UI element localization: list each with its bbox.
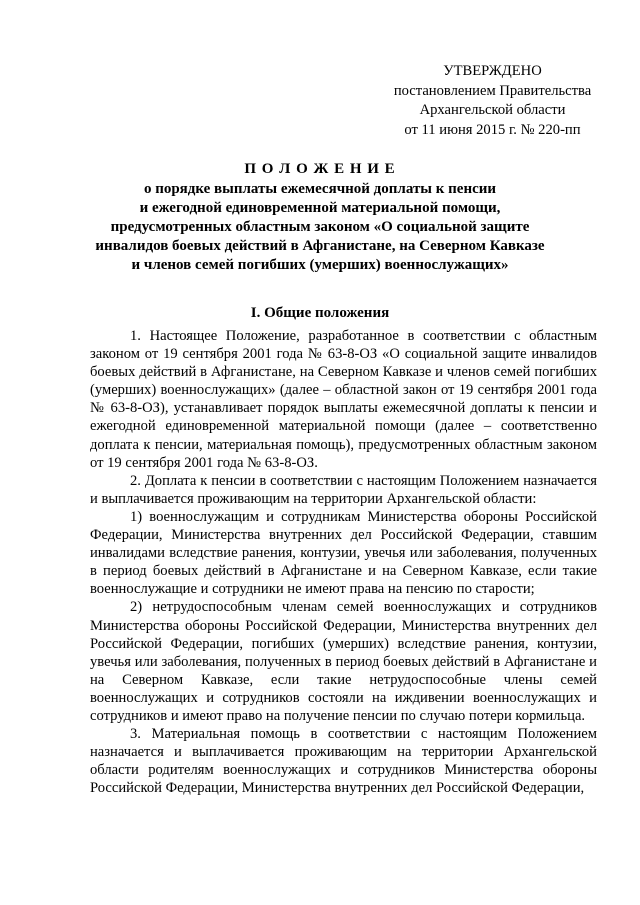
title-subtitle-line: о порядке выплаты ежемесячной доплаты к пенсии <box>143 181 497 197</box>
approval-heading: УТВЕРЖДЕНО <box>443 63 542 79</box>
title-subtitle-line: и членов семей погибших (умерших) военнослужащих» <box>131 257 509 273</box>
title-subtitle-line: и ежегодной единовременной материальной помощи, <box>139 200 501 216</box>
approval-line: Архангельской области <box>419 102 566 118</box>
approval-date: от 11 июня 2015 г. № 220-пп <box>404 121 581 138</box>
paragraph: 3. Материальная помощь в соответствии с настоящим Положением назначается и выплачивается проживающим на территории Архангельской области родителям военнослужащих и сотрудников Министерства обороны Российской Федерации, Министерства внутренних дел Российской Федерации, <box>90 726 597 797</box>
body-text <box>90 327 597 797</box>
title-subtitle-line: инвалидов боевых действий в Афганистане, на Северном Кавказе <box>95 238 545 254</box>
title-main: П О Л О Ж Е Н И Е <box>244 161 396 177</box>
paragraph: 1. Настоящее Положение, разработанное в соответствии с областным законом от 19 сентября 2001 года № 63-8-ОЗ «О социальной защите инвалидов боевых действий в Афганистане, на Северном Кавказе и членов семей погибших (умерших) военнослужащих» (далее – областной закон от 19 сентября 2001 года № 63-8-ОЗ), устанавливает порядок выплаты ежемесячной доплаты к пенсии и ежегодной единовременной материальной помощи (далее – соответственно доплата к пенсии, материальная помощь), предусмотренных областным законом от 19 сентября 2001 года № 63-8-ОЗ. <box>90 328 597 471</box>
approval-line: постановлением Правительства <box>393 82 592 99</box>
document-title <box>0 160 640 275</box>
approval-stamp <box>380 62 605 140</box>
paragraph: 2. Доплата к пенсии в соответствии с настоящим Положением назначается и выплачивается проживающим на территории Архангельской области: <box>90 472 597 507</box>
paragraph: 1) военнослужащим и сотрудникам Министерства обороны Российской Федерации, Министерства внутренних дел Российской Федерации, ставшим инвалидами вследствие ранения, контузии, увечья или заболевания, полученных в период боевых действий в Афганистане и на Северном Кавказе, если такие военнослужащие и сотрудники не имеют права на пенсию по старости; <box>90 508 597 598</box>
title-subtitle-line: предусмотренных областным законом «О социальной защите <box>110 219 530 235</box>
paragraph: 2) нетрудоспособным членам семей военнослужащих и сотрудников Министерства обороны Российской Федерации, Министерства внутренних дел Российской Федерации, погибших (умерших) вследствие ранения, контузии, увечья или заболевания, полученных в период боевых действий в Афганистане и на Северном Кавказе, если такие нетрудоспособные члены семей военнослужащих и сотрудников состояли на иждивении военнослужащих и сотрудников и имеют право на получение пенсии по случаю потери кормильца. <box>90 599 597 724</box>
section-heading: I. Общие положения <box>250 305 390 321</box>
